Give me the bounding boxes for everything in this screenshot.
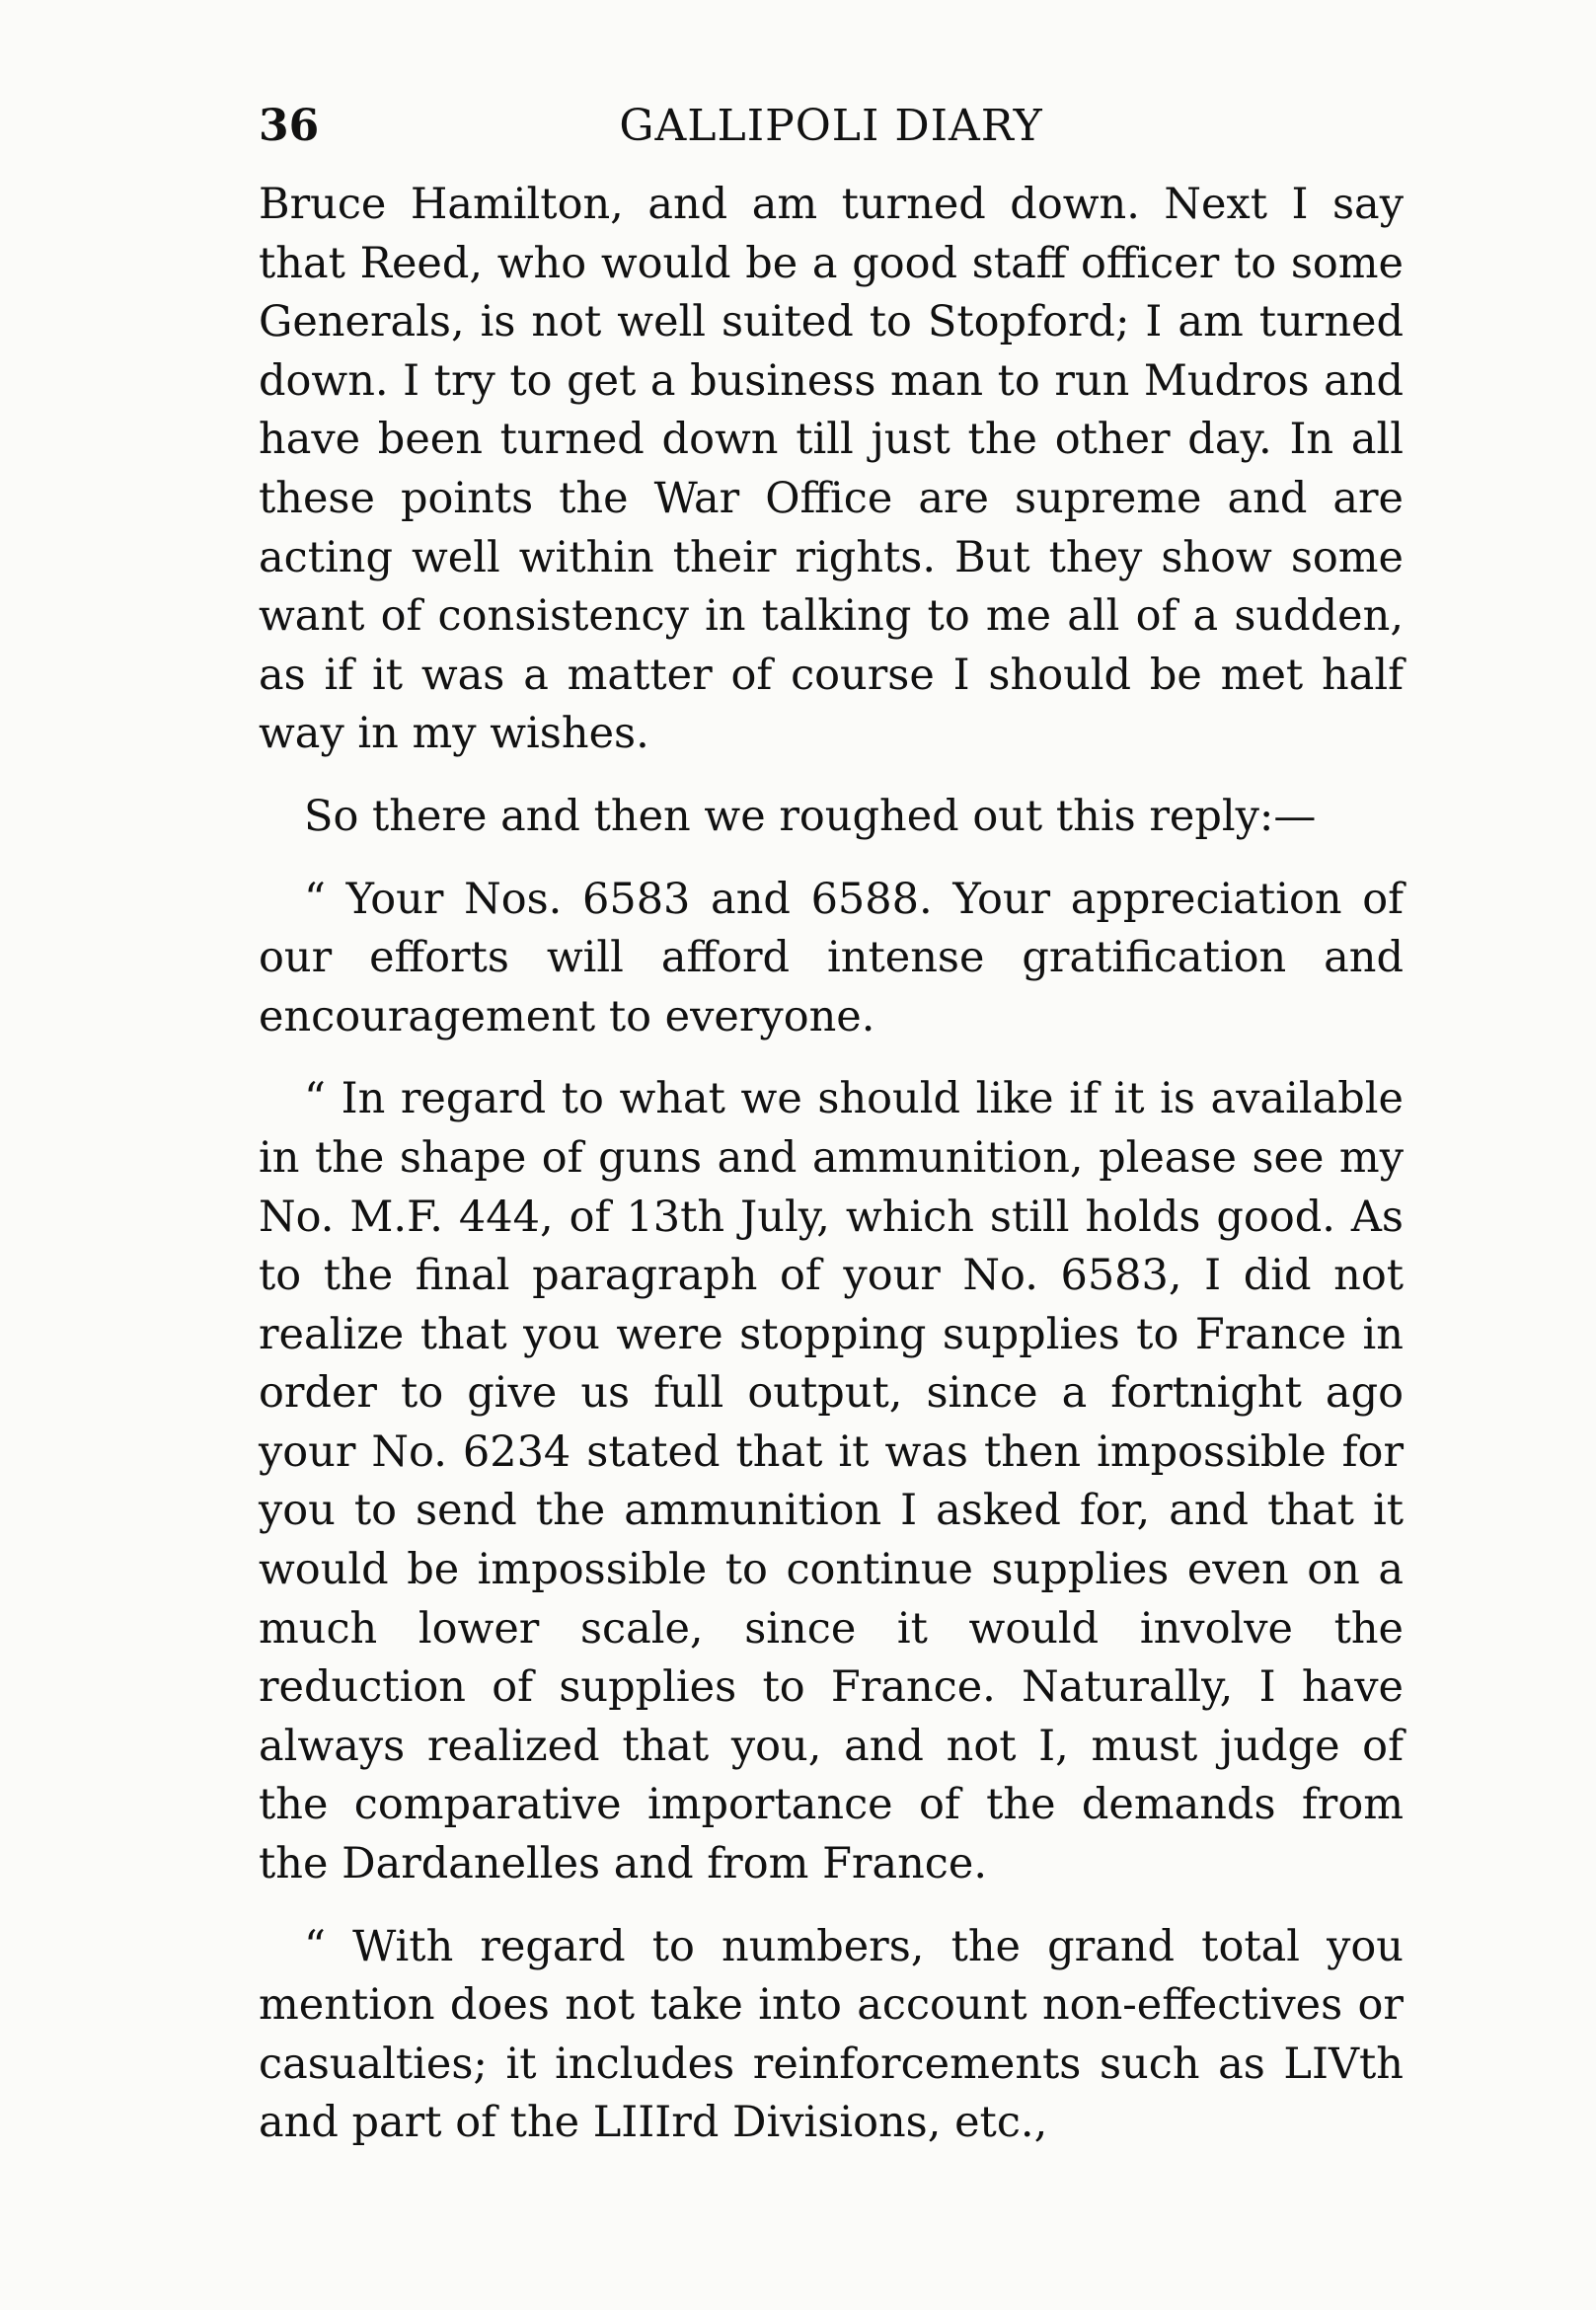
paragraph-continuation: Bruce Hamilton, and am turned down. Next I say that Reed, who would be a good staff officer to some Generals, is not well suited to Stopford; I am turned down. I try to get a business man to run Mudros and have been turned down till just the other day. In all these points the War Office are supreme and are acting well within their rights. But they show some want of consistency in talking to me all of a sudden, as if it was a matter of course I should be met half way in my wishes. bbox=[259, 180, 1404, 759]
paragraph-intro-reply: So there and then we roughed out this reply:— bbox=[304, 791, 1317, 841]
paragraph-quote-numbers: “ With regard to numbers, the grand total you mention does not take into account non-effectives or casualties; it includes reinforcements such as LIVth and part of the LIIIrd Divisions, etc., bbox=[259, 1921, 1404, 2148]
running-title: GALLIPOLI DIARY bbox=[619, 101, 1043, 151]
page-number: 36 bbox=[259, 101, 320, 151]
page-header bbox=[259, 97, 1404, 156]
paragraph-quote-guns-ammunition: “ In regard to what we should like if it is available in the shape of guns and ammunition, please see my No. M.F. 444, of 13th July, which still holds good. As to the final paragraph of your No. 6583, I did not realize that you were stopping supplies to France in order to give us full output, since a fortnight ago your No. 6234 stated that it was then impossible for you to send the ammunition I asked for, and that it would be impossible to continue supplies even on a much lower scale, since it would involve the reduction of supplies to France. Naturally, I have always realized that you, and not I, must judge of the comparative importance of the demands from the Dardanelles and from France. bbox=[259, 1074, 1404, 1889]
paragraph-quote-appreciation: “ Your Nos. 6583 and 6588. Your appreciation of our efforts will afford intense gratification and encouragement to everyone. bbox=[259, 874, 1404, 1041]
body-text bbox=[259, 176, 1404, 2153]
